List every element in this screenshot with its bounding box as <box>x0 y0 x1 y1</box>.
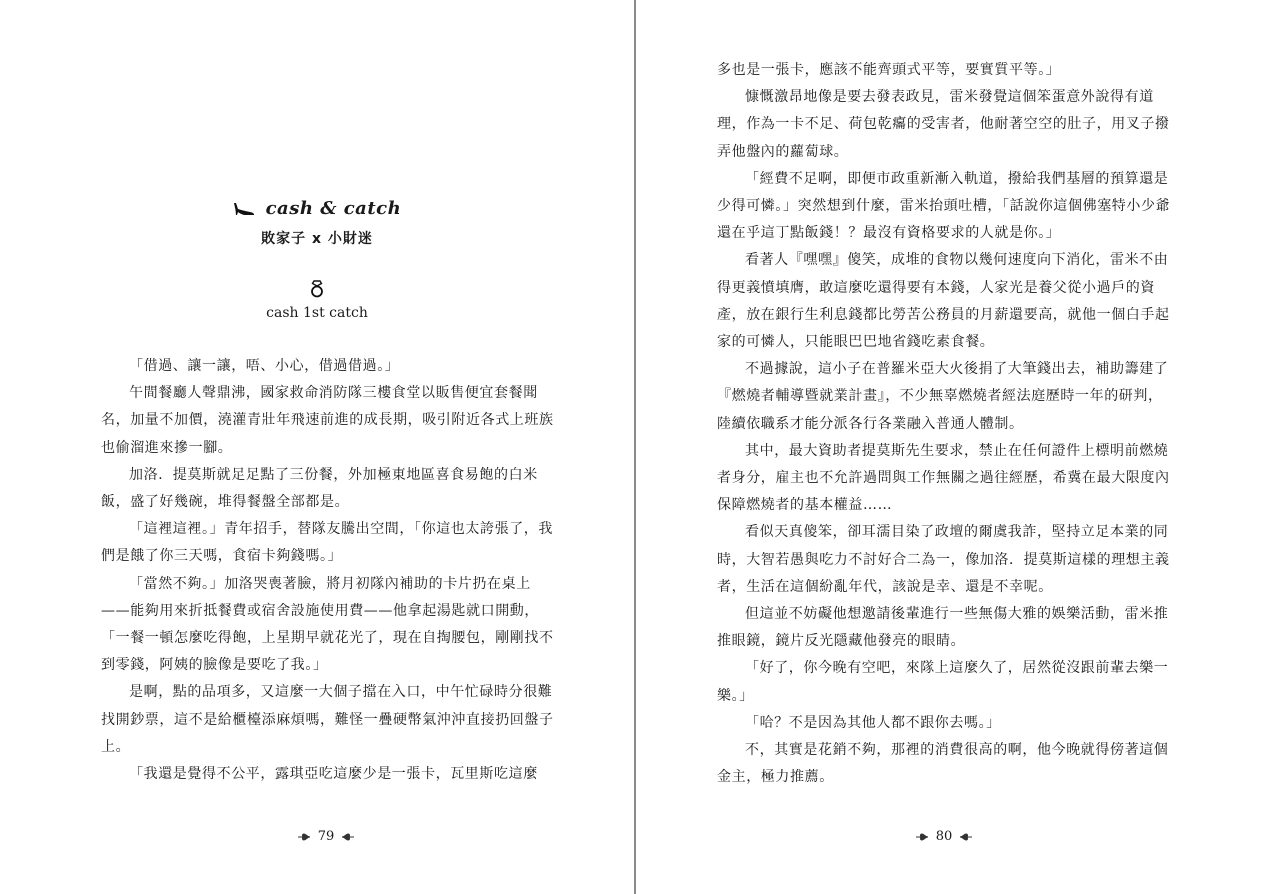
fleur-ornament-icon <box>297 831 311 843</box>
ring-icon <box>310 280 324 298</box>
fleur-ornament-icon <box>959 831 973 843</box>
paragraph: 但這並不妨礙他想邀請後輩進行一些無傷大雅的娛樂活動，雷米推推眼鏡，鏡片反光隱藏他發亮的眼睛。 <box>717 606 1169 650</box>
paragraph: 不過據說，這小子在普羅米亞大火後捐了大筆錢出去，補助籌建了『燃燒者輔導暨就業計畫』，不少無辜燃燒者經法庭歷時一年的研判，陸續依職系才能分派各行各業融入普通人體制。 <box>717 361 1169 432</box>
story-title-block <box>0 198 634 219</box>
page-number: 80 <box>935 829 953 844</box>
story-title: cash & catch <box>265 198 402 219</box>
paragraph: 「借過、讓一讓，唔、小心，借過借過。」 <box>129 358 400 374</box>
paragraph: 是啊，點的品項多，又這麼一大個子擋在入口，中午忙碌時分很難找開鈔票，這不是給櫃檯添麻煩嗎，難怪一疊硬幣氣沖沖直接扔回盤子上。 <box>101 684 554 755</box>
right-page <box>636 0 1266 894</box>
paragraph: 多也是一張卡，應該不能齊頭式平等，要實質平等。」 <box>717 62 1061 78</box>
paragraph: 「經費不足啊，即便市政重新漸入軌道，撥給我們基層的預算還是少得可憐。」突然想到什麼，雷米抬頭吐槽，「話說你這個佛塞特小少爺還在乎這丁點飯錢！？最沒有資格要求的人就是你。」 <box>717 170 1171 242</box>
page-number-left <box>0 829 652 844</box>
paragraph: 「這裡這裡。」青年招手，替隊友騰出空間，「你這也太誇張了，我們是餓了你三天嗎，食宿卡夠錢嗎。」 <box>101 521 553 565</box>
paragraph: 不，其實是花銷不夠，那裡的消費很高的啊，他今晚就得傍著這個金主，極力推薦。 <box>717 742 1169 786</box>
left-body-text <box>101 353 559 788</box>
paragraph: 慷慨激昂地像是要去發表政見，雷米發覺這個笨蛋意外說得有道理，作為一卡不足、荷包乾癟的受害者，他耐著空空的肚子，用叉子撥弄他盤內的蘿蔔球。 <box>717 89 1170 160</box>
paragraph: 加洛．提莫斯就足足點了三份餐，外加極東地區喜食易飽的白米飯，盛了好幾碗，堆得餐盤全部都是。 <box>101 466 538 511</box>
high-heel-icon <box>233 202 255 216</box>
paragraph: 其中，最大資助者提莫斯先生要求，禁止在任何證件上標明前燃燒者身分，雇主也不允許過問與工作無關之過往經歷，希冀在最大限度內保障燃燒者的基本權益…… <box>717 442 1170 514</box>
paragraph: 「哈？不是因為其他人都不跟你去嗎。」 <box>745 714 1001 731</box>
paragraph: 午間餐廳人聲鼎沸，國家救命消防隊三樓食堂以販售便宜套餐聞名，加量不加價，澆灌青壯年飛速前進的成長期，吸引附近各式上班族也偷溜進來摻一腳。 <box>101 385 554 456</box>
fleur-ornament-icon <box>915 831 929 843</box>
paragraph: 看著人『嘿嘿』傻笑，成堆的食物以幾何速度向下消化，雷米不由得更義憤填膺，敢這麼吃還得要有本錢，人家光是養父從小過戶的資產，放在銀行生利息錢都比勞苦公務員的月薪還要高，就他一個白手起家的可憐人，只能眼巴巴地省錢吃素食餐。 <box>717 252 1170 351</box>
paragraph: 「好了，你今晚有空吧，來隊上這麼久了，居然從沒跟前輩去樂一樂。」 <box>717 660 1169 704</box>
fleur-ornament-icon <box>341 831 355 843</box>
story-subtitle: 敗家子 x 小財迷 <box>261 231 373 247</box>
page-number-right <box>636 829 1252 844</box>
page-number: 79 <box>317 829 335 844</box>
paragraph: 看似天真傻笨，卻耳濡目染了政壇的爾虞我詐，堅持立足本業的同時，大智若愚與吃力不討好合二為一，像加洛．提莫斯這樣的理想主義者，生活在這個紛亂年代，該說是幸、還是不幸呢。 <box>717 524 1170 595</box>
paragraph: 「我還是覺得不公平，露琪亞吃這麼少是一張卡，瓦里斯吃這麼 <box>129 766 538 783</box>
paragraph: 「當然不夠。」加洛哭喪著臉，將月初隊內補助的卡片扔在桌上——能夠用來折抵餐費或宿舍設施使用費——他拿起湯匙就口開動，「一餐一頓怎麼吃得飽，上星期早就花光了，現在自掏腰包，剛剛找不到零錢，阿姨的臉像是要吃了我。」 <box>101 575 554 674</box>
right-body-text <box>717 57 1175 791</box>
chapter-title: cash 1st catch <box>266 305 368 321</box>
